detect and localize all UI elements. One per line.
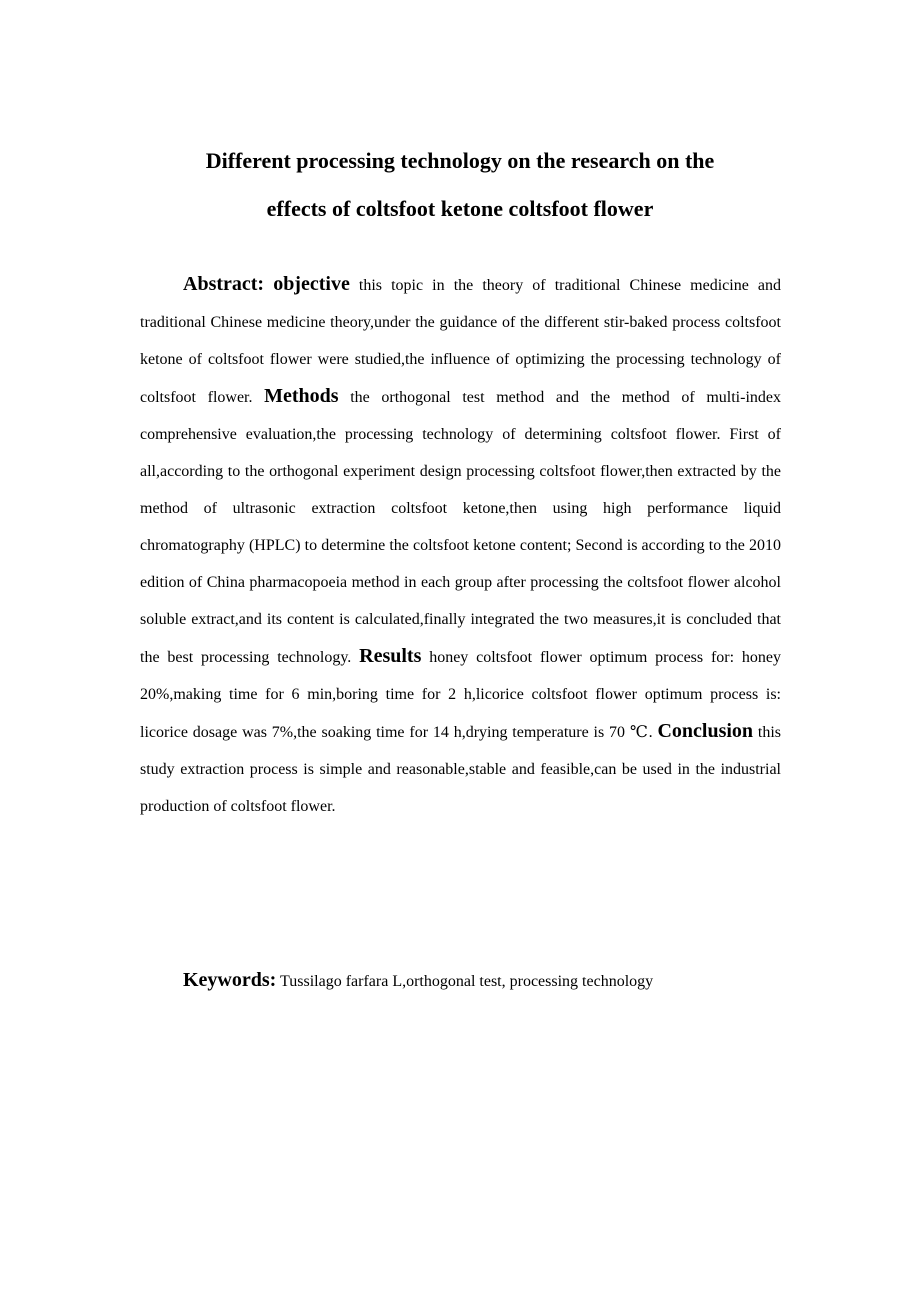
- results-label: Results: [359, 645, 422, 667]
- paper-title-line-2: effects of coltsfoot ketone coltsfoot flower: [266, 196, 654, 221]
- abstract-label: Abstract:: [183, 273, 265, 295]
- objective-label: objective: [273, 273, 350, 295]
- paper-title-line-1: Different processing technology on the research on the: [205, 148, 715, 173]
- methods-label: Methods: [264, 385, 339, 407]
- methods-text: the orthogonal test method and the method of multi-index comprehensive evaluation,the processing technology of determining coltsfoot flower. First of all,according to the orthogonal experiment design processing coltsfoot flower,then extracted by the method of ultrasonic extraction coltsfoot ketone,then using high performance liquid chromatography (HPLC) to determine the coltsfoot ketone content; Second is according to the 2010 edition of China pharmacopoeia method in each group after processing the coltsfoot flower alcohol soluble extract,and its content is calculated,finally integrated the two measures,it is concluded that the best processing technology.: [140, 389, 781, 666]
- objective-text: this topic in the theory of traditional Chinese medicine and traditional Chinese medicine theory,under the guidance of the different stir-baked process coltsfoot ketone of coltsfoot flower were studied,the influence of optimizing the processing technology of coltsfoot flower.: [140, 277, 782, 406]
- keywords-text: Tussilago farfara L,orthogonal test, processing technology: [276, 973, 654, 990]
- results-text: honey coltsfoot flower optimum process for: honey 20%,making time for 6 min,boring time for 2 h,licorice coltsfoot flower optimum process is: licorice dosage was 7%,the soaking time for 14 h,drying temperature is 70 ℃.: [140, 649, 781, 741]
- conclusion-label: Conclusion: [657, 720, 754, 742]
- keywords-line: [183, 962, 653, 1000]
- abstract-paragraph: [140, 266, 781, 825]
- paper-title: [140, 137, 780, 233]
- conclusion-text: this study extraction process is simple and reasonable,stable and feasible,can be used in the industrial production of coltsfoot flower.: [140, 724, 781, 815]
- keywords-label: Keywords:: [183, 969, 277, 991]
